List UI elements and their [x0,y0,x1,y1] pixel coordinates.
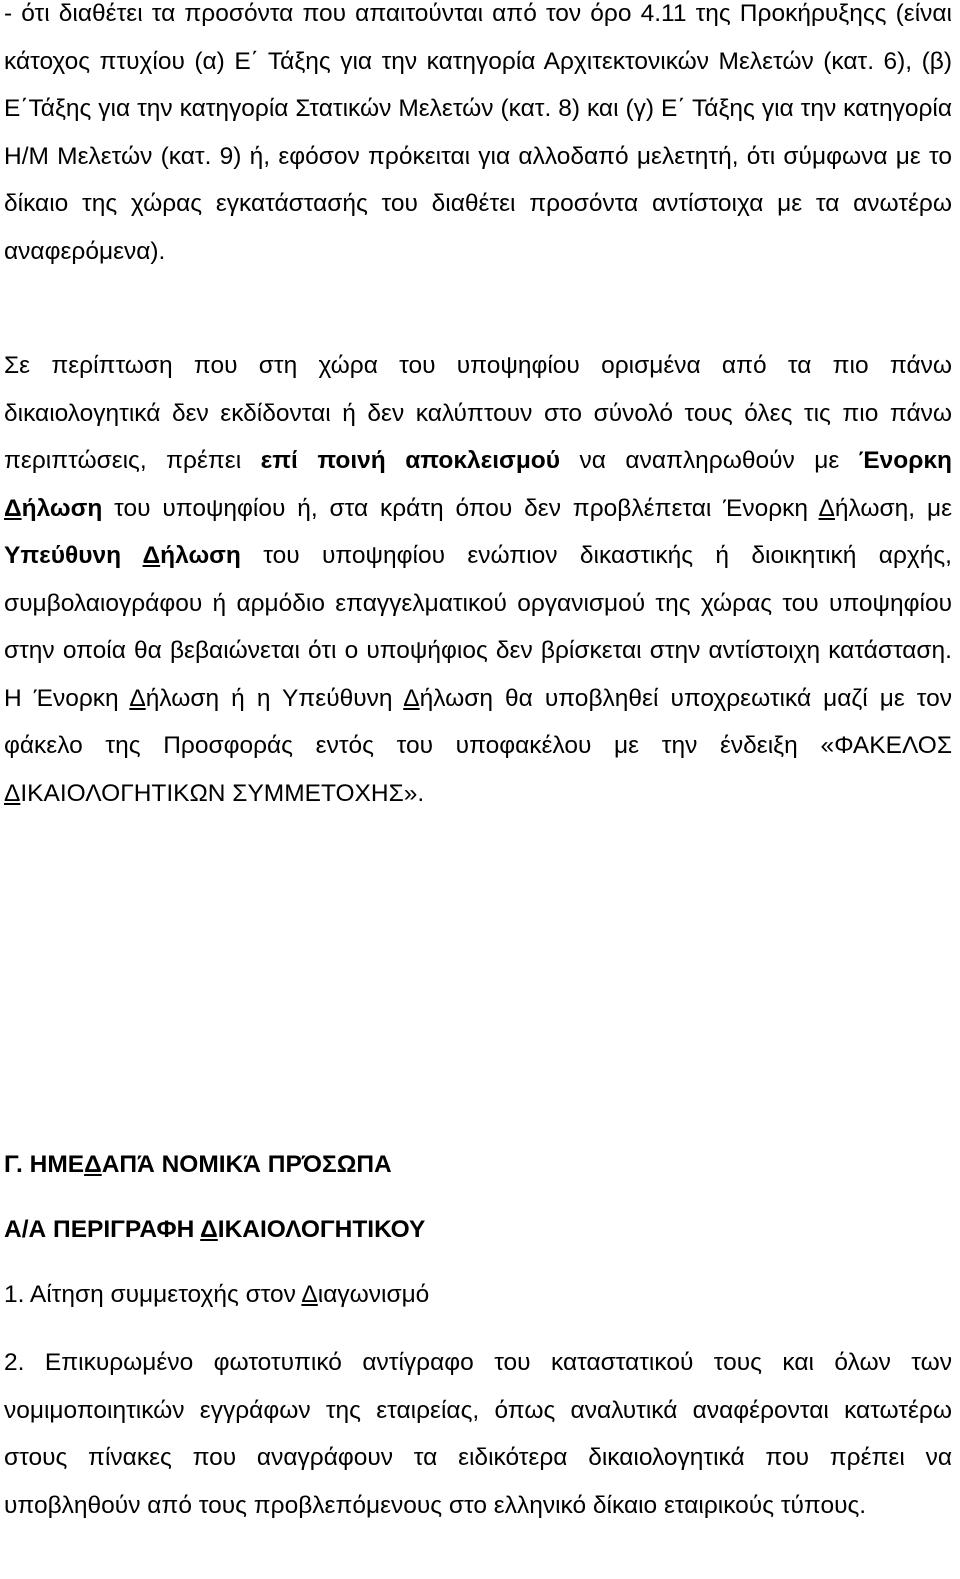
sworn-declaration-term: Ένορκη Δήλωση [4,447,952,522]
responsible-declaration-term: Υπεύθυνη Δήλωση [4,542,241,569]
sworn-declaration-paragraph: Σε περίπτωση που στη χώρα του υποψηφίου ορισμένα από τα πιο πάνω δικαιολογητικά δεν εκδίδονται ή δεν καλύπτουν στο σύνολό τους όλες τις πιο πάνω περιπτώσεις, πρέπει επί ποινή αποκλεισμού να αναπληρωθούν με Ένορκη Δήλωση του υποψηφίου ή, στα κράτη όπου δεν προβλέπεται Ένορκη Δήλωση, με Υπεύθυνη Δήλωση του υποψηφίου ενώπιον δικαστικής ή διοικητική αρχής, συμβολαιογράφου ή αρμόδιο επαγγελματικού οργανισμού της χώρας του υποψηφίου στην οποία θα βεβαιώνεται ότι ο υποψήφιος δεν βρίσκεται στην αντίστοιχη κατάσταση. Η Ένορκη Δήλωση ή η Υπεύθυνη Δήλωση θα υποβληθεί υποχρεωτικά μαζί με τον φάκελο της Προσφοράς εντός του υποφακέλου με την ένδειξη «ΦΑΚΕΛΟΣ ΔΙΚΑΙΟΛΟΓΗΤΙΚΩΝ ΣΥΜΜΕΤΟΧΗΣ». [4,352,953,807]
section-heading-domestic-legal-entities: Γ. ΗΜΕΔΑΠΆ ΝΟΜΙΚΆ ΠΡΌΣΩΠΑ [4,1151,392,1178]
table-heading-description: Α/Α ΠΕΡΙΓΡΑΦΗ ΔΙΚΑΙΟΛΟΓΗΤΙΚΟΥ [4,1216,426,1243]
qualifications-paragraph: - ότι διαθέτει τα προσόντα που απαιτούνται από τον όρο 4.11 της Προκήρυξηςς (είναι κάτοχος πτυχίου (α) Ε΄ Τάξης για την κατηγορία Αρχιτεκτονικών Μελετών (κατ. 6), (β) Ε΄Τάξης για την κατηγορία Στατικών Μελετών (κατ. 8) και (γ) Ε΄ Τάξης για την κατηγορία Η/Μ Μελετών (κατ. 9) ή, εφόσον πρόκειται για αλλοδαπό μελετητή, ότι σύμφωνα με το δίκαιο της χώρας εγκατάστασής του διαθέτει προσόντα αντίστοιχα με τα ανωτέρω αναφερόμενα). [4,0,952,265]
list-item-application: 1. Αίτηση συμμετοχής στον Διαγωνισμό [4,1281,430,1308]
list-item-statute-copy: 2. Επικυρωμένο φωτοτυπικό αντίγραφο του καταστατικού τους και όλων των νομιμοποιητικών εγγράφων της εταιρείας, όπως αναλυτικά αναφέρονται κατωτέρω στους πίνακες που αναγράφουν τα ειδικότερα δικαιολογητικά που πρέπει να υποβληθούν από τους προβλεπόμενους στο ελληνικό δίκαιο εταιρικούς τύπους. [4,1349,952,1519]
exclusion-penalty-phrase: επί ποινή αποκλεισμού [260,447,561,474]
